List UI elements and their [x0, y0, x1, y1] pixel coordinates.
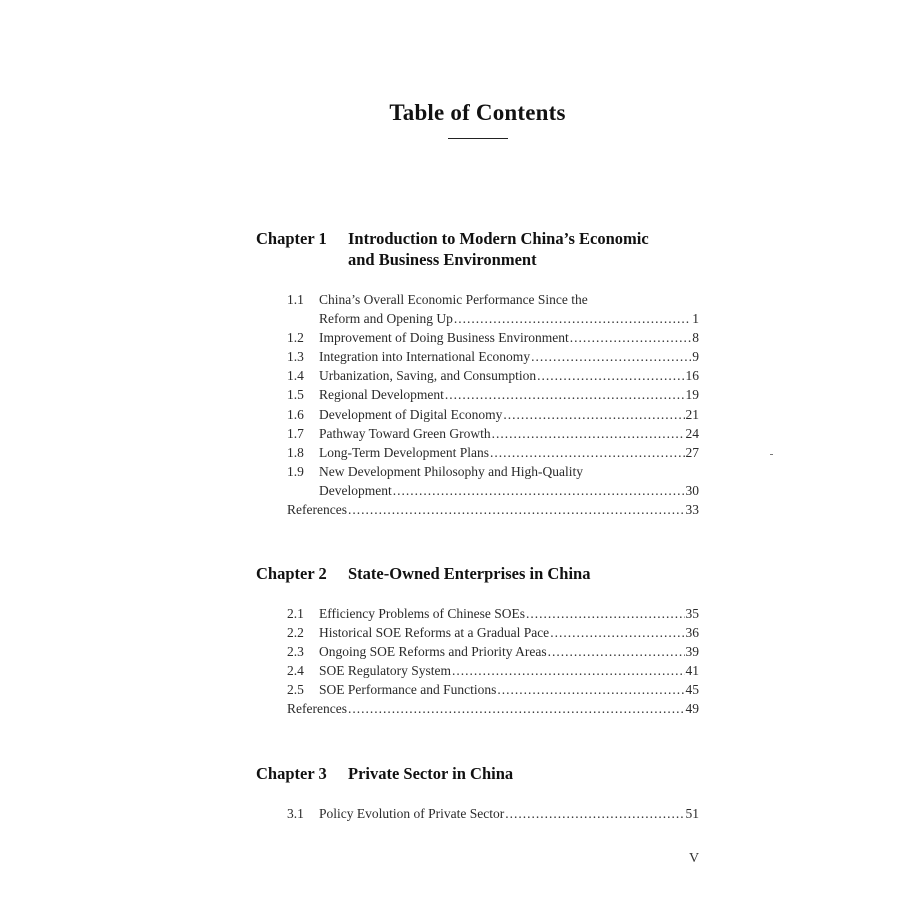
toc-entry-references[interactable] — [287, 500, 699, 519]
page-ref: 27 — [685, 444, 699, 460]
chapter-label: Chapter 2 — [256, 564, 327, 583]
page-ref: 19 — [685, 387, 699, 403]
entry-title: SOE Performance and Functions — [319, 682, 497, 698]
toc-entry[interactable] — [287, 642, 699, 661]
page-ref: 24 — [685, 425, 699, 441]
toc-entry[interactable] — [287, 328, 699, 347]
dot-leader — [454, 309, 691, 328]
toc-entry-references[interactable] — [287, 699, 699, 718]
page-ref: 49 — [685, 701, 699, 717]
page-ref: 41 — [685, 663, 699, 679]
section-number: 2.2 — [287, 625, 304, 641]
dot-leader — [445, 385, 685, 404]
title-underline — [448, 138, 508, 139]
entry-title: Pathway Toward Green Growth — [319, 425, 491, 441]
dot-leader — [497, 680, 684, 699]
section-number: 3.1 — [287, 806, 304, 821]
dot-leader — [393, 481, 685, 500]
entry-title: References — [287, 502, 347, 518]
toc-entry[interactable] — [287, 290, 699, 328]
dot-leader — [550, 623, 684, 642]
entry-title: Ongoing SOE Reforms and Priority Areas — [319, 644, 547, 660]
chapter-label: Chapter 1 — [256, 229, 327, 248]
entry-title: Long-Term Development Plans — [319, 444, 490, 460]
section-number: 2.4 — [287, 663, 304, 679]
toc-entry[interactable] — [287, 443, 699, 462]
dot-leader — [505, 804, 684, 823]
section-number: 2.3 — [287, 644, 304, 660]
entry-title: Urbanization, Saving, and Consumption — [319, 368, 537, 384]
page-ref: 8 — [692, 330, 699, 346]
page-ref: 35 — [685, 606, 699, 621]
section-number: 1.1 — [287, 292, 304, 307]
section-number: 1.9 — [287, 463, 304, 479]
section-number: 1.2 — [287, 330, 304, 346]
page-number: V — [689, 851, 700, 866]
page-ref: 33 — [685, 502, 699, 518]
entry-title: Development — [319, 482, 392, 498]
dot-leader — [348, 500, 685, 519]
toc-list-chapter-1 — [287, 290, 699, 519]
dot-leader — [503, 405, 684, 424]
dot-leader — [348, 699, 685, 718]
toc-entry[interactable] — [287, 804, 699, 823]
toc-entry[interactable] — [287, 424, 699, 443]
page-ref: 36 — [685, 625, 699, 641]
chapter-heading[interactable] — [256, 563, 716, 585]
toc-list-chapter-3 — [287, 804, 699, 823]
page-title: Table of Contents — [389, 100, 566, 125]
section-number: 2.1 — [287, 606, 304, 621]
entry-title: Development of Digital Economy — [319, 406, 503, 422]
dot-leader — [548, 642, 685, 661]
chapter-title: Private Sector in China — [348, 764, 514, 783]
entry-title: Efficiency Problems of Chinese SOEs — [319, 606, 525, 621]
chapter-heading[interactable] — [256, 228, 716, 272]
page-ref: 51 — [685, 806, 699, 821]
section-number: 1.5 — [287, 387, 304, 403]
dot-leader — [452, 661, 685, 680]
entry-title: Integration into International Economy — [319, 349, 531, 365]
chapter-title-line: and Business Environment — [348, 250, 537, 269]
dot-leader — [490, 443, 684, 462]
toc-entry[interactable] — [287, 623, 699, 642]
toc-entry[interactable] — [287, 366, 699, 385]
dot-leader — [537, 366, 684, 385]
entry-title: Historical SOE Reforms at a Gradual Pace — [319, 625, 550, 641]
toc-entry[interactable] — [287, 405, 699, 424]
entry-title-line: China’s Overall Economic Performance Since the — [319, 292, 588, 307]
section-number: 1.6 — [287, 406, 304, 422]
entry-title-line: New Development Philosophy and High-Quality — [319, 463, 583, 479]
chapter-title: State-Owned Enterprises in China — [348, 564, 591, 583]
section-number: 1.3 — [287, 349, 304, 365]
section-number: 1.4 — [287, 368, 304, 384]
dot-leader — [492, 424, 685, 443]
page-ref: 16 — [685, 368, 699, 384]
entry-title: Reform and Opening Up — [319, 311, 453, 327]
page-ref: 21 — [685, 406, 699, 422]
toc-entry[interactable] — [287, 347, 699, 366]
toc-entry[interactable] — [287, 604, 699, 623]
chapter-label: Chapter 3 — [256, 764, 327, 783]
toc-entry[interactable] — [287, 661, 699, 680]
section-number: 1.7 — [287, 425, 304, 441]
dot-leader — [570, 328, 692, 347]
section-number: 1.8 — [287, 444, 304, 460]
chapter-heading[interactable] — [256, 763, 716, 785]
section-number: 2.5 — [287, 682, 304, 698]
toc-list-chapter-2 — [287, 604, 699, 719]
page-ref: 45 — [685, 682, 699, 698]
entry-title: SOE Regulatory System — [319, 663, 451, 679]
entry-title: Improvement of Doing Business Environment — [319, 330, 569, 346]
toc-entry[interactable] — [287, 385, 699, 404]
page-ref: 1 — [692, 311, 699, 327]
chapter-title-line: Introduction to Modern China’s Economic — [348, 229, 649, 248]
page-ref: 39 — [685, 644, 699, 660]
entry-title: References — [287, 701, 347, 717]
scan-artifact-mark — [770, 454, 773, 455]
page-ref: 30 — [685, 482, 699, 498]
dot-leader — [526, 604, 685, 623]
page-ref: 9 — [692, 349, 699, 365]
entry-title: Regional Development — [319, 387, 444, 403]
toc-entry[interactable] — [287, 680, 699, 699]
chapter-title — [348, 228, 708, 270]
entry-title: Policy Evolution of Private Sector — [319, 806, 505, 821]
toc-entry[interactable] — [287, 462, 699, 500]
dot-leader — [531, 347, 691, 366]
